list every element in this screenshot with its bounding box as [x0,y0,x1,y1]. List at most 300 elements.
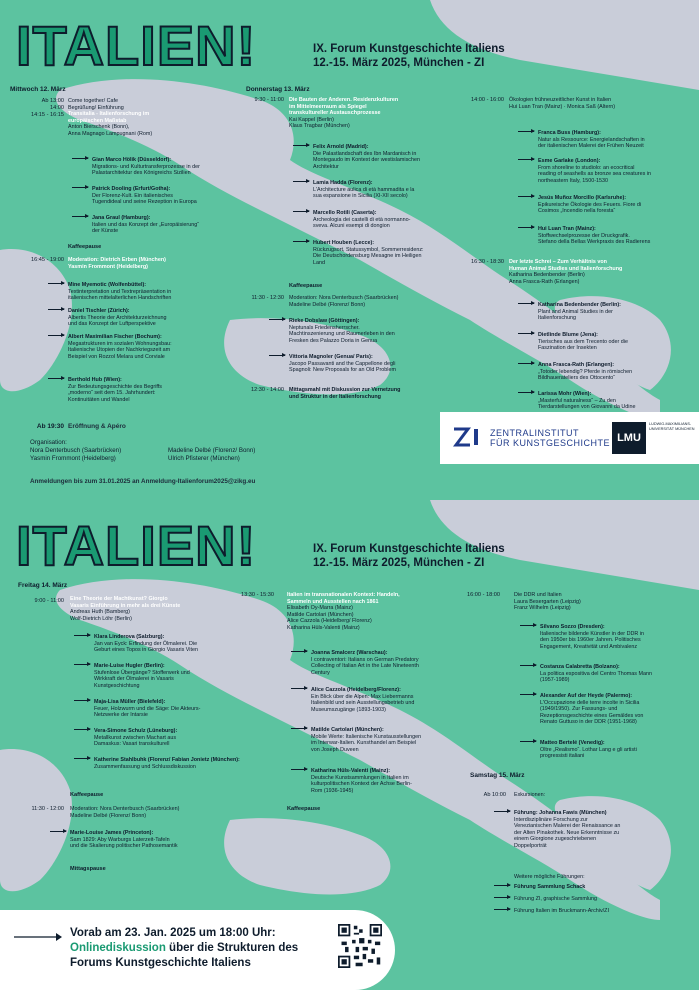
talk-title-line: northeastern Italy, 1500-1530 [538,177,609,184]
talk-title-line: L'Architecture aulica di età hammadita e la [313,186,415,193]
talk-entry [313,144,463,170]
arrow-icon [518,196,534,197]
day-heading-saturday: Samstag 15. März [470,772,525,779]
time-label: 16:00 - 18:00 [467,592,500,598]
fri-session3 [287,592,467,632]
talk-title-line: Italienforschung [538,315,577,322]
session-title: Die DDR und Italien [514,592,562,598]
speaker-name: Marie-Louise James (Princeton): [70,830,154,836]
speaker-name: Maja-Lisa Müller (Bielefeld): [94,699,166,705]
talk-title-line: Fresken des Palazzo Doria in Genua [289,337,378,344]
forum-dates: 12.-15. März 2025, München - ZI [313,557,485,569]
talk-title-line: Migrations- und Kulturtransferprozesse in der [92,163,200,170]
poster-bottom [0,500,699,990]
talk-entry [94,728,244,748]
arrow-icon [72,216,88,217]
arrow-icon [494,909,510,910]
talk-title-line: Kontinuitäten und Wandel [68,396,130,403]
session-line: Come together/ Cafe [68,98,119,104]
talk-title-line: kulturpolitischen Kontext der Achse Berlin- [311,781,412,788]
talk-title-line: „moderno“ seit dem 15. Jahrhundert: [68,390,156,397]
wed-session2 [68,257,228,270]
talk-entry [94,634,244,654]
arrow-icon [494,885,510,886]
talk-title-line: Die Deutschordensburg Mesagne im Heiligen [313,253,422,260]
talk-title-line: Rezeptionsgeschichte eines Gemäldes von [540,712,644,719]
speaker-name: Klara Linderova (Salzburg): [94,634,165,640]
talk-title-line: Stoffwechselprozesse der Druckgrafik. [538,232,630,239]
talk-title-line: Engagement, Kreativität und Ambivalenz [540,643,638,650]
arrow-icon [518,363,534,364]
talk-entry [92,186,242,206]
speaker-name: Vera-Simone Schulz (Lüneburg): [94,728,178,734]
session-moderator: Yasmin Frommont (Heidelberg) [68,263,148,270]
speaker-name: Dietlinde Blume (Jena): [538,332,598,338]
talk-entry [68,308,238,328]
talk-title-line: Cosimos „Incendio nella foresta“ [538,208,616,215]
talk-entry [289,318,459,344]
talk-title-line: Zusammenfassung und Schlussdiskussion [94,763,196,770]
time-label: 14:15 - 16:15 [31,112,64,118]
session-title: Human Animal Studies und Italienforschung [509,265,623,272]
talk-title-line: italienischen mittelalterlichen Handschriften [68,295,172,302]
coffee-break-label: Kaffeepause [70,792,104,798]
arrow-icon [48,283,64,284]
talk-entry [289,354,459,374]
speaker-name: Gian Marco Hölik (Düsseldorf): [92,157,172,163]
qr-code-icon[interactable] [338,924,382,968]
arrow-icon [518,159,534,160]
session-title: Ökologien frühneuzeitlicher Kunst in Italien [509,97,612,103]
talk-title-line: Archeologia dei castelli di età normanno- [313,216,411,223]
session-title: im Mittelmeerraum als Spiegel [289,103,367,110]
coffee-break-label: Kaffeepause [68,244,102,250]
arrow-icon [494,897,510,898]
talk-title-line: Damaskus: Vasari transkulturell [94,741,170,748]
arrow-icon [494,811,510,812]
speaker-name: Hui Luan Tran (Mainz): [538,226,596,232]
time-label: 14:00 [50,105,64,111]
talk-title-line: Architektur [313,163,339,170]
talk-title-line: Beispiel von Rozzol Melara und Corviale [68,353,165,360]
session-title: Die Bauten der Anderen. Residenzkulturen [289,97,399,103]
talk-title-line: Tugendideal und seine Rezeption in Europa [92,199,197,206]
organiser-name: Madeline Delbé (Florenz/ Bonn) [168,447,256,454]
talk-title-line: Die Palastlandschaft des Ibn Mardanisch in [313,150,417,157]
session-title: europäischen Maßstab [68,117,127,124]
speaker-name: Matteo Bertelé (Venedig): [540,740,605,746]
session-title: und Struktur in der Italienforschung [289,393,381,400]
speaker-name: Anna Frasca-Rath (Erlangen): [538,362,615,368]
opening-label: Eröffnung & Apéro [68,423,126,430]
wed-session1 [68,98,228,138]
time-label: 16:45 - 19:00 [31,257,64,263]
poster-title: ITALIEN! [16,14,257,77]
talk-title-line: Montegaudo im Kontext der westislamischen [313,157,420,164]
talk-entry [540,664,695,684]
speaker-name: Rieke Dobslaw (Göttingen): [289,318,360,324]
talk-title-line: Bildhauerateliers des Ottocento“ [538,375,616,382]
session-moderator: Anna Frasca-Rath (Erlangen) [509,278,580,285]
more-tour-item [514,908,689,915]
session-moderator: Moderation: Nora Denterbusch (Saarbrücken) [289,295,399,301]
arrow-icon [48,378,64,379]
arrow-icon [74,664,90,665]
speaker-name: Katharina Hüls-Valenti (Mainz): [311,768,391,774]
speaker-name: Berthold Hub (Wien): [68,377,122,383]
talk-title-line: Deutsche Kunstsammlungen in Italien im [311,774,409,781]
arrow-icon [293,181,309,182]
talk-title-line: Machtinszenierung und Raumerleben in den [289,331,395,338]
arrow-icon [291,728,307,729]
talk-title-line: Der Florenz-Kult. Ein italienisches [92,192,173,199]
talk-title-line: L'Occupazione delle terre incolte in Sicilia [540,699,640,706]
speaker-name: Jana Graul (Hamburg): [92,215,151,221]
talk-title-line: Albertis Theorie der Architekturzeichnung [68,314,167,321]
time-label: 16:30 - 18:30 [471,259,504,265]
talk-entry [92,215,242,235]
arrow-icon [518,227,534,228]
session-moderator: Katharina Hüls-Valenti (Mainz) [287,624,360,631]
talk-title-line: Tierdarstellungen von Giovanni da Udine [538,404,636,411]
talk-title-line: Tierisches aus dem Trecento oder die [538,338,628,345]
arrow-icon [518,303,534,304]
more-tours-label: Weitere mögliche Führungen: [514,874,585,880]
arrow-icon [291,769,307,770]
arrow-icon [520,625,536,626]
session-moderator: Kai Kappel (Berlin) [289,116,334,123]
forum-title [313,42,505,70]
talk-entry [538,226,693,246]
talk-title-line: der Künste [92,228,119,235]
talk-entry [311,768,471,794]
talk-entry [313,240,463,266]
arrow-icon [48,309,64,310]
time-label: 9:00 - 11:00 [34,598,64,604]
talk-entry [538,302,693,322]
coffee-break-label: Kaffeepause [289,283,323,289]
talk-title-line: „Totoder lebendig? Pferde in römischen [538,368,633,375]
talk-title-line: der italienischen Malerei der Frühen Neuzeit [538,143,644,150]
talk-title-line: I contraventori: Italians on German Predatory [311,656,419,663]
day-heading-thursday: Donnerstag 13. März [246,86,310,93]
session-moderator: Katharina Bedenbender (Berlin) [509,272,585,279]
talk-title-line: im Interwar-Italien. Kunsthandel am Beispiel [311,740,417,747]
talk-entry [68,377,238,403]
organisation-label: Organisation: [30,439,67,446]
organiser-name: Ulrich Pfisterer (München) [168,455,240,462]
talk-entry [70,830,240,850]
speaker-name: Daniel Tischler (Zürich): [68,308,130,314]
talk-title-line: Netzwerke der Intarsie [94,712,148,719]
session-title: Eine Theorie der Machtkunst? Giorgio [70,596,168,602]
session-moderator: Franz Wilhelm (Leipzig) [514,605,571,612]
talk-title-line: sua espansione in Sicilia (XI-XII secolo) [313,193,408,200]
speaker-name: Albert Maximilian Fischer (Bochum): [68,334,162,340]
talk-title-line: Jacopo Passavanti and the Cappellone degli [289,360,396,367]
time-label: 13:30 - 15:30 [241,592,274,598]
arrow-icon [291,651,307,652]
speaker-name: Matilde Cartolari (München): [311,727,384,733]
session-moderator: Andreas Huth (Bamberg) [70,609,130,616]
talk-entry [538,195,693,215]
fri-session4 [514,592,694,612]
talk-title-line: von Joseph Duveen [311,746,359,753]
talk-title-line: „Masterful naturalness“ – Zu den [538,397,616,404]
session-title: Der letzte Schrei – Zum Verhältnis von [509,259,607,265]
talk-title-line: Renato Guttuso in der DDR (1951-1968) [540,719,637,726]
talk-title-line: den 1950er bis 1960er Jahren. Politisches [540,637,641,644]
speaker-name: Hubert Houben (Lecce): [313,240,375,246]
arrow-icon [74,729,90,730]
talk-title-line: Museumszugänge (1893-1903) [311,706,386,713]
arrow-icon [293,241,309,242]
talk-entry [94,663,244,689]
talk-title-line: Italien und das Konzept der „Europäisierung“ [92,221,199,228]
lmu-logo: LMU [612,422,646,454]
day-heading-wednesday: Mittwoch 12. März [10,86,66,93]
arrow-icon [518,333,534,334]
session-moderator: Moderation: Nora Denterbusch (Saarbrücken) [70,806,180,812]
time-label: 11:30 - 12:30 [251,295,284,301]
online-discussion-banner [0,910,395,990]
talk-entry [311,687,471,713]
excursion-line: Doppelporträt [514,842,547,849]
talk-title-line: Oltre „Realismo“. Lothar Lang e gli artisti [540,746,637,753]
talk-title-line: Metallkunst zwischen Machart aus [94,734,177,741]
excursion-line: Venezianischen Malerei der Renaissance an [514,823,621,830]
talk-title-line: Italienische Utopien der Nachkriegszeit am [68,347,171,354]
speaker-name: Franca Buss (Hamburg): [538,130,601,136]
zi-name-line2: FÜR KUNSTGESCHICHTE [490,438,611,448]
talk-entry [311,727,471,753]
forum-title [313,542,505,570]
lunch-break-label: Mittagspause [70,866,106,872]
session-moderator: Wolf-Dietrich Löhr (Berlin) [70,615,132,622]
arrow-icon [14,932,62,942]
banner-link[interactable]: Onlinediskussion [70,942,166,954]
speaker-name: Katherine Stahlbuhk (Florenz/ Fabian Jonietz (München): [94,757,240,763]
excursions-label: Exkursionen: [514,792,546,798]
talk-entry [538,130,693,150]
fri-session2 [70,806,240,819]
excursion-name: Führung: Johanna Fawis (München) [514,810,607,816]
speaker-name: Alexander Auf der Heyde (Palermo): [540,693,633,699]
talk-entry [540,740,695,760]
arrow-icon [74,635,90,636]
poster-title: ITALIEN! [16,514,257,577]
talk-title-line: Stufenlose Übergänge? Stofferwerk und [94,669,190,676]
arrow-icon [74,700,90,701]
talk-entry [68,334,238,360]
time-label: 12:30 - 14:00 [251,387,284,393]
talk-title-line: Megastrukturen im sozialen Wohnungsbau: [68,340,172,347]
thu-session2 [289,295,459,308]
session-moderator: Hui Luan Tran (Mainz) · Monica Saß (Altern) [509,103,616,110]
session-moderator: Laura Besergarten (Leipzig) [514,598,581,605]
talk-entry [313,210,463,230]
arrow-icon [74,758,90,759]
thu-session1 [289,97,459,130]
talk-title-line: Wirkkraft der Ölmalerei in Vasaris [94,676,174,683]
speaker-name: Katharina Bedenbender (Berlin): [538,302,621,308]
session-moderator: Anton Bierschenk (Bonn), [68,124,130,131]
speaker-name: Mine Myemotic (Wolfenbüttel): [68,282,147,288]
time-label: Ab 13:00 [41,98,64,104]
arrow-icon [72,187,88,188]
time-label: 14:00 - 16:00 [471,97,504,103]
more-tour-text: Führung Italien im Bruckmann-Archiv/ZI [514,908,609,914]
talk-entry [540,693,695,726]
session-moderator: Klaus Tragbar (München) [289,123,350,130]
excursion-line: Interdisziplinäre Forschung zur [514,816,588,823]
talk-title-line: Natur als Ressource: Energielandschaften in [538,136,645,143]
talk-title-line: Rom (1936-1945) [311,787,354,794]
talk-entry [94,757,244,770]
talk-entry [538,332,693,352]
institution-logos [440,412,699,464]
talk-title-line: und die Skalierung politischer Pathosemantik [70,843,178,850]
speaker-name: Alice Cazzola (Heidelberg/Florenz): [311,687,401,693]
talk-title-line: Land [313,259,325,266]
banner-line2: über die Strukturen des [165,942,299,954]
arrow-icon [291,688,307,689]
session-moderator: Matilde Cartolari (München) [287,611,354,618]
talk-title-line: Feuer, Holzwurm und die Säge: Die Akteurs- [94,705,201,712]
talk-title-line: From shoreline to studiolo: an ecocritical [538,164,635,171]
speaker-name: Marie-Luise Hugler (Berlin): [94,663,165,669]
talk-title-line: progressisti italiani [540,753,585,760]
talk-title-line: Textinterpretation und Textrepräsentation in [68,288,172,295]
talk-title-line: und das Konzept der Luftperspektive [68,321,156,328]
talk-title-line: Sam 1829: Aby Warburgs Laterzeit-Tafeln [70,836,170,843]
thu-session3 [289,387,459,400]
lmu-logo-text: LUDWIG-MAXIMILIANS-UNIVERSITÄT MÜNCHEN [649,422,695,431]
talk-title-line: Neptunals Friedensherrscher. [289,324,360,331]
forum-title-line1: IX. Forum Kunstgeschichte Italiens [313,43,505,55]
talk-entry [311,650,471,676]
speaker-name: Marcello Rotili (Caserta): [313,210,377,216]
talk-title-line: Spagnoli: New Proposals for an Old Problem [289,367,396,374]
talk-title-line: Faszination der Insekten [538,345,597,352]
session-title: Transitalia - Italienforschung im [68,111,150,118]
zi-logo-icon [452,426,482,448]
excursion-line: der Alten Pinakothek. Neue Erkenntnisse zu [514,829,620,836]
arrow-icon [520,694,536,695]
talk-title-line: reading of seashells as bronze sea creatures in [538,171,651,178]
speaker-name: Lamia Hadda (Florenz): [313,180,373,186]
talk-title-line: Jan van Eyck: Erfindung der Ölmalerei. Die [94,640,198,647]
online-discussion-text [70,926,298,971]
session-moderator: Madeline Delbé (Florenz/ Bonn) [289,301,366,308]
talk-title-line: Italienische bildende Künstler in der DDR in [540,630,644,637]
organiser-name: Nora Denterbusch (Saarbrücken) [30,447,122,454]
talk-entry [68,282,238,302]
talk-title-line: Ein Blick über die Alpen: Max Liebermanns [311,693,414,700]
speaker-name: Felix Arnold (Madrid): [313,144,369,150]
more-tour-text: Führung ZI, graphische Sammlung [514,896,597,902]
talk-entry [538,158,693,184]
session-moderator: Alice Cazzola (Heidelberg/ Florenz) [287,618,372,625]
talk-title-line: (1957-1989) [540,677,570,684]
thu-session5 [509,259,694,285]
arrow-icon [518,131,534,132]
session-moderator: Elisabeth Oy-Marra (Mainz) [287,605,353,612]
arrow-icon [269,355,285,356]
organisation-block [30,439,330,463]
session-title: transkultureller Austauschprozesse [289,110,381,117]
talk-entry [94,699,244,719]
talk-title-line: Stefano della Bellas Werkpraxis des Radierens [538,239,651,246]
zi-name-line1: ZENTRALINSTITUT [490,428,580,438]
time-label: 9:30 - 11:00 [254,97,284,103]
arrow-icon [50,831,66,832]
time-label: 11:30 - 12:00 [31,806,64,812]
talk-title-line: (1949/1950). Zur Fassungs- und [540,706,618,713]
talk-entry [538,362,693,382]
registration-note: Anmeldungen bis zum 31.01.2025 an Anmeldung-Italienforum2025@zikg.eu [30,478,256,485]
talk-title-line: Palastarchitektur des Königreichs Sizilien [92,170,191,177]
talk-title-line: Century [311,669,330,676]
session-moderator: Anna Magnago Lampugnani (Rom) [68,130,153,137]
speaker-name: Patrick Dooling (Erfurt/Gotha): [92,186,171,192]
coffee-break-label: Kaffeepause [287,806,321,812]
arrow-icon [72,158,88,159]
session-title: Italien im transnationalen Kontext: Handeln, [287,592,400,598]
wed-session1-times [0,98,64,119]
excursion-entry [514,810,689,850]
session-title: Mittagsmahl mit Diskussion zur Vernetzung [289,387,401,393]
forum-dates: 12.-15. März 2025, München - ZI [313,57,485,69]
talk-title-line: Rückzugsort, Statussymbol, Sommerresidenz: [313,246,424,253]
talk-title-line: Epikureische Ökologie des Feuers. Fiore di [538,201,642,208]
talk-entry [92,157,242,177]
excursion-line: einem Giorgione zugeschriebenen [514,836,597,843]
arrow-icon [293,145,309,146]
day-heading-friday: Freitag 14. März [18,582,68,589]
speaker-name: Vittoria Magnoler (Genua/ Paris): [289,354,373,360]
talk-entry [538,391,693,411]
talk-title-line: La politica espositiva del Centro Thomas Mann [540,670,652,677]
speaker-name: Silvano Sozzo (Dresden): [540,624,605,630]
speaker-name: Joanna Smalcerz (Warschau): [311,650,388,656]
talk-entry [540,624,695,650]
banner-line1: Vorab am 23. Jan. 2025 um 18:00 Uhr: [70,927,276,939]
arrow-icon [293,211,309,212]
thu-session4 [509,97,694,110]
time-label: Ab 19:30 [36,423,64,430]
more-tour-item [514,884,689,891]
zi-logo-text [490,428,610,448]
more-tour-item [514,896,689,903]
speaker-name: Costanza Calabretta (Bolzano): [540,664,620,670]
talk-title-line: Italienbild und sein Ausstellungsbetrieb und [311,700,415,707]
arrow-icon [520,741,536,742]
talk-title-line: sveva. Alcuni esempi di dongion [313,223,390,230]
more-tour-text: Führung Sammlung Schack [514,884,586,890]
speaker-name: Jesús Muñoz Morcillo (Karlsruhe): [538,195,627,201]
arrow-icon [269,319,285,320]
time-label: Ab 10:00 [483,792,506,798]
talk-entry [313,180,463,200]
session-line: Begrüßung/ Einführung [68,104,124,111]
arrow-icon [48,335,64,336]
speaker-name: Esme Garlake (London): [538,158,601,164]
talk-title-line: Geburt eines Topos in Giorgio Vasaris Viten [94,647,198,654]
talk-title-line: Plant and Animal Studies in der [538,308,613,315]
fri-session1 [70,596,230,622]
session-title: Vasaris Einführung in mehr als drei Künste [70,602,181,609]
